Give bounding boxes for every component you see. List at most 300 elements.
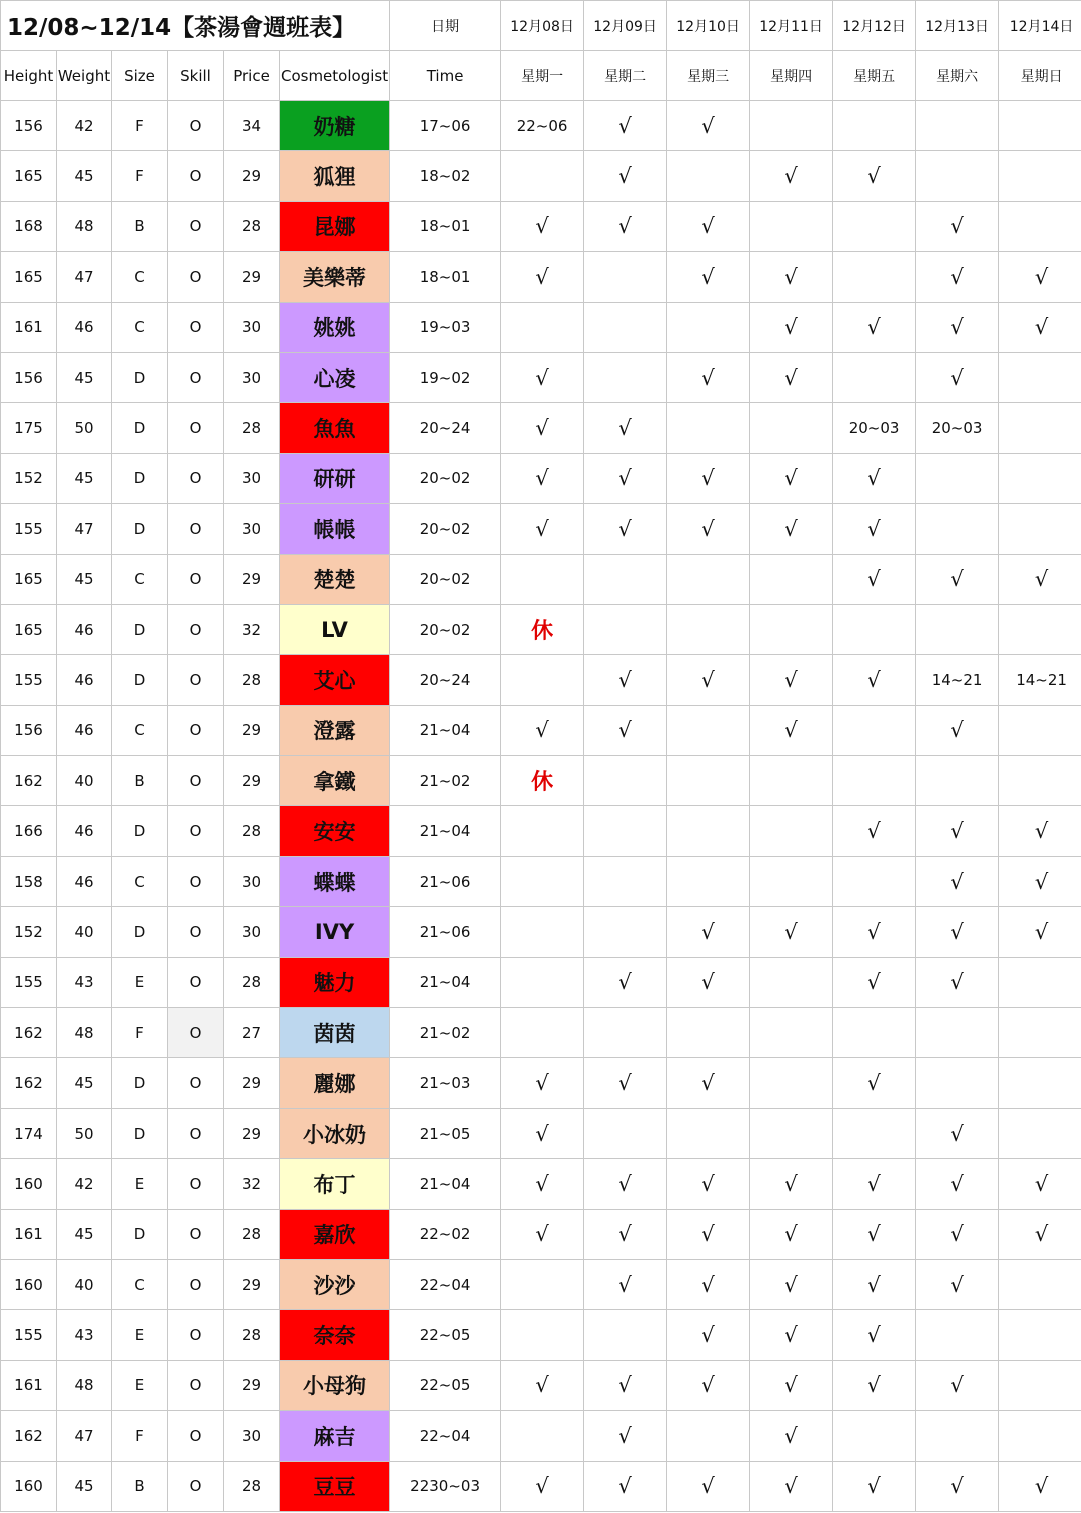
time-cell: 18~02 — [390, 151, 501, 201]
day-cell — [999, 1360, 1081, 1410]
day-cell — [999, 1310, 1081, 1360]
day-cell — [916, 756, 999, 806]
size-cell: D — [112, 1058, 168, 1108]
check-mark-cell: √ — [916, 1159, 999, 1209]
check-mark-cell: √ — [916, 352, 999, 402]
check-mark-cell: √ — [501, 705, 584, 755]
weight-cell: 40 — [57, 1259, 112, 1309]
day-cell — [750, 806, 833, 856]
check-mark-cell: √ — [501, 504, 584, 554]
size-cell: D — [112, 655, 168, 705]
check-mark-cell: √ — [750, 302, 833, 352]
skill-cell: O — [168, 1058, 224, 1108]
day-cell — [999, 705, 1081, 755]
price-cell: 29 — [224, 1058, 280, 1108]
day-cell — [501, 1259, 584, 1309]
skill-cell: O — [168, 806, 224, 856]
price-cell: 32 — [224, 1159, 280, 1209]
price-cell: 29 — [224, 554, 280, 604]
skill-cell: O — [168, 352, 224, 402]
day-cell — [999, 1411, 1081, 1461]
check-mark-cell: √ — [584, 1159, 667, 1209]
day-cell — [667, 1108, 750, 1158]
skill-cell: O — [168, 252, 224, 302]
height-cell: 160 — [1, 1159, 57, 1209]
day-cell — [999, 101, 1081, 151]
day-cell — [916, 1411, 999, 1461]
date-header: 12月10日 — [667, 1, 750, 51]
check-mark-cell: √ — [584, 1461, 667, 1511]
check-mark-cell: √ — [916, 907, 999, 957]
day-cell — [999, 1259, 1081, 1309]
check-mark-cell: √ — [584, 1209, 667, 1259]
check-mark-cell: √ — [833, 907, 916, 957]
day-cell — [667, 1008, 750, 1058]
check-mark-cell: √ — [584, 453, 667, 503]
price-cell: 28 — [224, 1209, 280, 1259]
check-mark-cell: √ — [584, 655, 667, 705]
height-cell: 165 — [1, 151, 57, 201]
cosmetologist-name-cell: 研研 — [280, 453, 390, 503]
check-mark-cell: √ — [584, 1411, 667, 1461]
check-mark-cell: √ — [750, 252, 833, 302]
day-cell — [999, 604, 1081, 654]
weekday-header: 星期二 — [584, 51, 667, 101]
time-cell: 21~02 — [390, 756, 501, 806]
time-cell: 21~04 — [390, 1159, 501, 1209]
day-cell: 14~21 — [999, 655, 1081, 705]
time-cell: 2230~03 — [390, 1461, 501, 1511]
weight-cell: 45 — [57, 1058, 112, 1108]
time-cell: 19~02 — [390, 352, 501, 402]
table-row — [1, 201, 1081, 251]
check-mark-cell: √ — [667, 1310, 750, 1360]
skill-cell: O — [168, 453, 224, 503]
height-cell: 165 — [1, 252, 57, 302]
day-off-cell: 休 — [501, 756, 584, 806]
price-cell: 30 — [224, 1411, 280, 1461]
check-mark-cell: √ — [916, 252, 999, 302]
skill-cell: O — [168, 403, 224, 453]
table-row — [1, 655, 1081, 705]
table-row — [1, 907, 1081, 957]
check-mark-cell: √ — [667, 453, 750, 503]
cosmetologist-name-cell: 狐狸 — [280, 151, 390, 201]
height-cell: 175 — [1, 403, 57, 453]
price-cell: 30 — [224, 907, 280, 957]
day-cell — [501, 957, 584, 1007]
time-cell: 22~04 — [390, 1411, 501, 1461]
check-mark-cell: √ — [501, 1108, 584, 1158]
size-cell: C — [112, 705, 168, 755]
day-cell — [999, 1108, 1081, 1158]
check-mark-cell: √ — [501, 352, 584, 402]
weight-cell: 46 — [57, 806, 112, 856]
weight-cell: 43 — [57, 1310, 112, 1360]
weight-cell: 45 — [57, 151, 112, 201]
price-cell: 28 — [224, 403, 280, 453]
weight-cell: 46 — [57, 856, 112, 906]
price-cell: 29 — [224, 151, 280, 201]
column-header-price: Price — [224, 51, 280, 101]
check-mark-cell: √ — [584, 705, 667, 755]
check-mark-cell: √ — [916, 201, 999, 251]
price-cell: 28 — [224, 957, 280, 1007]
skill-cell: O — [168, 1008, 224, 1058]
cosmetologist-name-cell: 茵茵 — [280, 1008, 390, 1058]
check-mark-cell: √ — [584, 403, 667, 453]
check-mark-cell: √ — [501, 1360, 584, 1410]
height-cell: 162 — [1, 1008, 57, 1058]
price-cell: 28 — [224, 655, 280, 705]
check-mark-cell: √ — [667, 504, 750, 554]
height-cell: 155 — [1, 504, 57, 554]
cosmetologist-name-cell: 楚楚 — [280, 554, 390, 604]
day-cell — [667, 1411, 750, 1461]
day-cell — [501, 1008, 584, 1058]
check-mark-cell: √ — [999, 907, 1081, 957]
skill-cell: O — [168, 655, 224, 705]
check-mark-cell: √ — [916, 1360, 999, 1410]
check-mark-cell: √ — [667, 252, 750, 302]
table-row — [1, 1108, 1081, 1158]
price-cell: 28 — [224, 201, 280, 251]
check-mark-cell: √ — [833, 1259, 916, 1309]
check-mark-cell: √ — [750, 1310, 833, 1360]
weight-cell: 42 — [57, 1159, 112, 1209]
size-cell: D — [112, 403, 168, 453]
cosmetologist-name-cell: 帳帳 — [280, 504, 390, 554]
cosmetologist-name-cell: 安安 — [280, 806, 390, 856]
day-cell — [750, 554, 833, 604]
day-cell — [584, 1108, 667, 1158]
skill-cell: O — [168, 1360, 224, 1410]
check-mark-cell: √ — [584, 1058, 667, 1108]
check-mark-cell: √ — [833, 1209, 916, 1259]
weight-cell: 48 — [57, 1008, 112, 1058]
skill-cell: O — [168, 957, 224, 1007]
cosmetologist-name-cell: 魚魚 — [280, 403, 390, 453]
time-cell: 22~05 — [390, 1310, 501, 1360]
day-cell — [584, 856, 667, 906]
day-cell — [501, 151, 584, 201]
day-cell — [999, 1058, 1081, 1108]
price-cell: 29 — [224, 1108, 280, 1158]
size-cell: F — [112, 1411, 168, 1461]
height-cell: 156 — [1, 101, 57, 151]
time-cell: 22~04 — [390, 1259, 501, 1309]
time-cell: 20~02 — [390, 604, 501, 654]
check-mark-cell: √ — [916, 1108, 999, 1158]
day-cell — [750, 856, 833, 906]
price-cell: 30 — [224, 352, 280, 402]
day-cell — [999, 756, 1081, 806]
price-cell: 34 — [224, 101, 280, 151]
check-mark-cell: √ — [999, 252, 1081, 302]
check-mark-cell: √ — [501, 453, 584, 503]
cosmetologist-name-cell: LV — [280, 604, 390, 654]
day-cell — [833, 352, 916, 402]
check-mark-cell: √ — [833, 504, 916, 554]
weight-cell: 45 — [57, 1209, 112, 1259]
day-cell — [833, 756, 916, 806]
check-mark-cell: √ — [501, 1058, 584, 1108]
check-mark-cell: √ — [916, 1209, 999, 1259]
time-cell: 22~02 — [390, 1209, 501, 1259]
check-mark-cell: √ — [667, 101, 750, 151]
check-mark-cell: √ — [750, 1259, 833, 1309]
weight-cell: 45 — [57, 554, 112, 604]
cosmetologist-name-cell: 蝶蝶 — [280, 856, 390, 906]
cosmetologist-name-cell: 豆豆 — [280, 1461, 390, 1511]
check-mark-cell: √ — [833, 554, 916, 604]
check-mark-cell: √ — [833, 957, 916, 1007]
column-header-size: Size — [112, 51, 168, 101]
cosmetologist-name-cell: 小冰奶 — [280, 1108, 390, 1158]
day-cell — [667, 302, 750, 352]
check-mark-cell: √ — [999, 554, 1081, 604]
check-mark-cell: √ — [750, 705, 833, 755]
table-row — [1, 453, 1081, 503]
check-mark-cell: √ — [833, 302, 916, 352]
height-cell: 162 — [1, 1411, 57, 1461]
day-cell — [667, 554, 750, 604]
time-cell: 22~05 — [390, 1360, 501, 1410]
day-cell — [750, 604, 833, 654]
check-mark-cell: √ — [833, 151, 916, 201]
time-cell: 21~04 — [390, 705, 501, 755]
day-cell: 20~03 — [916, 403, 999, 453]
size-cell: D — [112, 1209, 168, 1259]
weight-cell: 46 — [57, 705, 112, 755]
table-row — [1, 504, 1081, 554]
table-row — [1, 1058, 1081, 1108]
check-mark-cell: √ — [501, 403, 584, 453]
time-cell: 20~24 — [390, 403, 501, 453]
cosmetologist-name-cell: 澄露 — [280, 705, 390, 755]
skill-cell: O — [168, 1108, 224, 1158]
day-cell — [750, 101, 833, 151]
date-header: 12月14日 — [999, 1, 1081, 51]
day-cell — [501, 806, 584, 856]
check-mark-cell: √ — [750, 1360, 833, 1410]
skill-cell: O — [168, 151, 224, 201]
size-cell: C — [112, 856, 168, 906]
cosmetologist-name-cell: 布丁 — [280, 1159, 390, 1209]
price-cell: 30 — [224, 302, 280, 352]
check-mark-cell: √ — [999, 806, 1081, 856]
day-cell — [833, 856, 916, 906]
day-cell — [750, 1008, 833, 1058]
cosmetologist-name-cell: 魅力 — [280, 957, 390, 1007]
cosmetologist-name-cell: 麻吉 — [280, 1411, 390, 1461]
day-cell — [501, 554, 584, 604]
day-cell — [501, 856, 584, 906]
weekday-header: 星期五 — [833, 51, 916, 101]
weight-cell: 46 — [57, 655, 112, 705]
day-cell — [750, 756, 833, 806]
check-mark-cell: √ — [750, 1461, 833, 1511]
check-mark-cell: √ — [833, 655, 916, 705]
day-cell — [667, 403, 750, 453]
size-cell: D — [112, 806, 168, 856]
date-header: 12月08日 — [501, 1, 584, 51]
table-row — [1, 1310, 1081, 1360]
column-header-height: Height — [1, 51, 57, 101]
table-row — [1, 302, 1081, 352]
check-mark-cell: √ — [750, 907, 833, 957]
skill-cell: O — [168, 604, 224, 654]
table-row — [1, 1209, 1081, 1259]
day-cell — [916, 504, 999, 554]
day-cell — [833, 705, 916, 755]
size-cell: F — [112, 1008, 168, 1058]
size-cell: E — [112, 1159, 168, 1209]
price-cell: 32 — [224, 604, 280, 654]
check-mark-cell: √ — [501, 252, 584, 302]
date-header: 12月12日 — [833, 1, 916, 51]
cosmetologist-name-cell: 心凌 — [280, 352, 390, 402]
day-cell — [916, 604, 999, 654]
size-cell: D — [112, 604, 168, 654]
size-cell: C — [112, 252, 168, 302]
height-cell: 161 — [1, 302, 57, 352]
table-row — [1, 856, 1081, 906]
cosmetologist-name-cell: 麗娜 — [280, 1058, 390, 1108]
height-cell: 156 — [1, 705, 57, 755]
time-cell: 21~06 — [390, 907, 501, 957]
price-cell: 30 — [224, 453, 280, 503]
height-cell: 152 — [1, 907, 57, 957]
check-mark-cell: √ — [667, 1058, 750, 1108]
check-mark-cell: √ — [916, 302, 999, 352]
check-mark-cell: √ — [750, 1209, 833, 1259]
table-row — [1, 756, 1081, 806]
size-cell: D — [112, 1108, 168, 1158]
size-cell: E — [112, 957, 168, 1007]
cosmetologist-name-cell: 姚姚 — [280, 302, 390, 352]
skill-cell: O — [168, 201, 224, 251]
skill-cell: O — [168, 1461, 224, 1511]
size-cell: C — [112, 1259, 168, 1309]
weight-cell: 45 — [57, 352, 112, 402]
height-cell: 155 — [1, 655, 57, 705]
weight-cell: 40 — [57, 756, 112, 806]
day-cell — [999, 151, 1081, 201]
size-cell: E — [112, 1310, 168, 1360]
table-row — [1, 403, 1081, 453]
check-mark-cell: √ — [833, 1461, 916, 1511]
cosmetologist-name-cell: 奶糖 — [280, 101, 390, 151]
day-cell — [916, 453, 999, 503]
weight-cell: 46 — [57, 302, 112, 352]
date-header: 12月11日 — [750, 1, 833, 51]
day-cell — [999, 201, 1081, 251]
day-cell — [584, 1008, 667, 1058]
weight-cell: 42 — [57, 101, 112, 151]
check-mark-cell: √ — [667, 1360, 750, 1410]
check-mark-cell: √ — [667, 957, 750, 1007]
check-mark-cell: √ — [999, 856, 1081, 906]
table-row — [1, 1411, 1081, 1461]
price-cell: 30 — [224, 504, 280, 554]
table-row — [1, 604, 1081, 654]
weekday-header: 星期一 — [501, 51, 584, 101]
day-cell — [999, 352, 1081, 402]
time-cell: 21~06 — [390, 856, 501, 906]
day-cell — [667, 705, 750, 755]
day-cell: 22~06 — [501, 101, 584, 151]
weight-cell: 48 — [57, 201, 112, 251]
time-cell: 21~02 — [390, 1008, 501, 1058]
day-cell — [667, 806, 750, 856]
weight-cell: 48 — [57, 1360, 112, 1410]
day-cell — [501, 302, 584, 352]
check-mark-cell: √ — [999, 1209, 1081, 1259]
table-row — [1, 806, 1081, 856]
height-cell: 165 — [1, 604, 57, 654]
check-mark-cell: √ — [999, 1461, 1081, 1511]
cosmetologist-name-cell: 昆娜 — [280, 201, 390, 251]
skill-cell: O — [168, 1159, 224, 1209]
weekday-header: 星期三 — [667, 51, 750, 101]
height-cell: 160 — [1, 1259, 57, 1309]
skill-cell: O — [168, 504, 224, 554]
check-mark-cell: √ — [501, 1159, 584, 1209]
cosmetologist-name-cell: 奈奈 — [280, 1310, 390, 1360]
date-label: 日期 — [390, 1, 501, 51]
height-cell: 162 — [1, 756, 57, 806]
check-mark-cell: √ — [667, 907, 750, 957]
day-cell — [584, 554, 667, 604]
day-cell — [667, 604, 750, 654]
time-cell: 17~06 — [390, 101, 501, 151]
check-mark-cell: √ — [916, 806, 999, 856]
check-mark-cell: √ — [916, 957, 999, 1007]
size-cell: F — [112, 101, 168, 151]
table-row — [1, 101, 1081, 151]
skill-cell: O — [168, 1310, 224, 1360]
day-cell — [667, 756, 750, 806]
header-row-columns — [1, 51, 1081, 101]
date-header: 12月09日 — [584, 1, 667, 51]
price-cell: 28 — [224, 806, 280, 856]
day-cell — [833, 1108, 916, 1158]
time-cell: 21~04 — [390, 806, 501, 856]
check-mark-cell: √ — [584, 151, 667, 201]
size-cell: B — [112, 756, 168, 806]
skill-cell: O — [168, 705, 224, 755]
size-cell: C — [112, 554, 168, 604]
table-row — [1, 705, 1081, 755]
skill-cell: O — [168, 554, 224, 604]
weight-cell: 50 — [57, 403, 112, 453]
time-cell: 18~01 — [390, 252, 501, 302]
check-mark-cell: √ — [667, 655, 750, 705]
day-cell — [833, 101, 916, 151]
check-mark-cell: √ — [584, 101, 667, 151]
price-cell: 29 — [224, 705, 280, 755]
size-cell: B — [112, 1461, 168, 1511]
cosmetologist-name-cell: 艾心 — [280, 655, 390, 705]
time-cell: 20~02 — [390, 453, 501, 503]
check-mark-cell: √ — [999, 1159, 1081, 1209]
table-row — [1, 1008, 1081, 1058]
skill-cell: O — [168, 856, 224, 906]
check-mark-cell: √ — [916, 856, 999, 906]
check-mark-cell: √ — [916, 554, 999, 604]
check-mark-cell: √ — [501, 1209, 584, 1259]
